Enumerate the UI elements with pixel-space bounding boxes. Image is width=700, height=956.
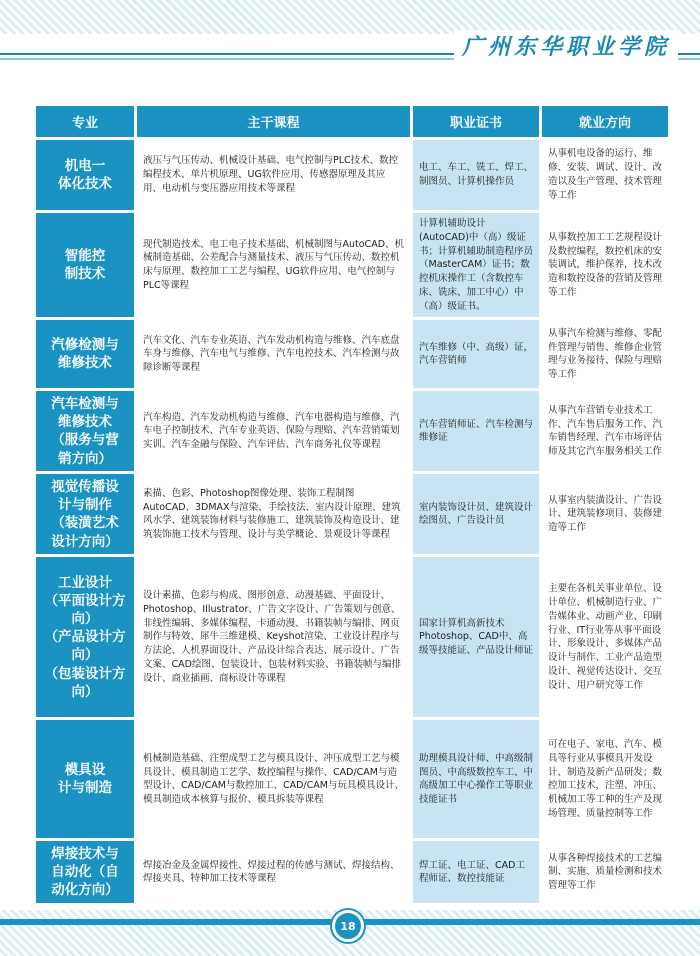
career-cell: 从事各种焊接技术的工艺编制、实施、质量检测和技术管理等工作 — [542, 841, 668, 903]
major-cell: 汽修检测与 维修技术 — [36, 320, 134, 388]
major-cell: 机电一 体化技术 — [36, 140, 134, 210]
career-cell: 从事汽车检测与维修、零配件管理与销售、维修企业管理与业务接待、保险与理赔等工作 — [542, 320, 668, 388]
major-cell: 视觉传播设 计与制作 （装潢艺术 设计方向） — [36, 474, 134, 554]
table-row — [36, 320, 668, 388]
header-cert: 职业证书 — [413, 106, 539, 137]
courses-cell: 设计素描、色彩与构成、图形创意、动漫基础、平面设计、Photoshop、Illustrator、广告文字设计、广告策划与创意、非线性编辑、多媒体编程、卡通动漫、书籍装帧与编排、网页制作与特效、犀牛三维建模、Keyshot渲染、工业设计程序与方法论、人机界面设计、产品设计综合表达、展示设计、广告文案、CAD绘图、包装设计、包装材料实验、书籍装帧与编排设计、商业插画、商标设计等课程 — [137, 557, 410, 717]
career-cell: 从事数控加工工艺规程设计及数控编程，数控机床的安装调试，维护保养，技术改造和数控设备的营销及管理等工作 — [542, 213, 668, 317]
major-cell: 智能控 制技术 — [36, 213, 134, 317]
courses-cell: 现代制造技术、电工电子技术基础、机械制图与AutoCAD、机械制造基础、公差配合与测量技术、液压与气压传动、数控机床与原理、数控加工工艺与编程、UG软件应用、电气控制与PLC等课程 — [137, 213, 410, 317]
major-cell: 工业设计 （平面设计方向） （产品设计方向） （包装设计方向） — [36, 557, 134, 717]
courses-cell: 焊接冶金及金属焊接性、焊接过程的传感与测试、焊接结构、焊接夹具、特种加工技术等课程 — [137, 841, 410, 903]
major-cell: 模具设 计与制造 — [36, 720, 134, 838]
courses-cell: 汽车构造、汽车发动机构造与维修、汽车电器构造与维修、汽车电子控制技术、汽车专业英语、保险与理赔、汽车营销策划实训、汽车金融与保险、汽车评估、汽车商务礼仪等课程 — [137, 391, 410, 471]
cert-cell: 焊工证、电工证、CAD工程师证、数控技能证 — [413, 841, 539, 903]
courses-cell: 素描、色彩、Photoshop图像处理、装饰工程制图AutoCAD、3DMAX与渲染、手绘技法、室内设计原理、建筑风水学、建筑装饰材料与装修施工、建筑装饰及构造设计、建筑装饰施工技术与管理、设计与美学概论、景观设计等课程 — [137, 474, 410, 554]
cert-cell: 计算机辅助设计(AutoCAD)中（高）级证书；计算机辅助制造程序员（MasterCAM）证书；数控机床操作工（含数控车床、铣床、加工中心）中（高）级证书。 — [413, 213, 539, 317]
major-cell: 汽车检测与 维修技术 （服务与营 销方向） — [36, 391, 134, 471]
table-row — [36, 557, 668, 717]
career-cell: 从事汽车营销专业技术工作、汽车售后服务工作、汽车销售经理、汽车市场评估师及其它汽车服务相关工作 — [542, 391, 668, 471]
career-cell: 从事机电设备的运行、维修、安装、调试、设计、改造以及生产管理、技术管理等工作 — [542, 140, 668, 210]
major-cell: 焊接技术与 自动化（自 动化方向） — [36, 841, 134, 903]
courses-cell: 液压与气压传动、机械设计基础、电气控制与PLC技术、数控编程技术、单片机原理、UG软件应用、传感器原理及其应用、电动机与变压器应用技术等课程 — [137, 140, 410, 210]
table-row — [36, 140, 668, 210]
majors-table — [33, 103, 671, 906]
courses-cell: 汽车文化、汽车专业英语、汽车发动机构造与维修、汽车底盘车身与维修、汽车电气与维修、汽车电控技术、汽车检测与故障诊断等课程 — [137, 320, 410, 388]
career-cell: 主要在各机关事业单位、设计单位、机械制造行业、广告媒体业、动画产业、印刷行业、IT行业等从事平面设计、形象设计、多媒体产品设计与制作、工业产品造型设计、视觉传达设计、交互设计、用户研究等工作 — [542, 557, 668, 717]
top-decorative-band — [0, 0, 700, 34]
table-row — [36, 841, 668, 903]
school-name: 广州东华职业学院 — [454, 30, 678, 61]
header-major: 专业 — [36, 106, 134, 137]
cert-cell: 室内装饰设计员、建筑设计绘图员、广告设计员 — [413, 474, 539, 554]
table-row — [36, 391, 668, 471]
header-courses: 主干课程 — [137, 106, 410, 137]
header-career: 就业方向 — [542, 106, 668, 137]
cert-cell: 国家计算机高新技术Photoshop、CAD中、高级等技能证、产品设计师证 — [413, 557, 539, 717]
table-row — [36, 213, 668, 317]
career-cell: 从事室内装潢设计、广告设计、建筑装修项目、装修建造等工作 — [542, 474, 668, 554]
cert-cell: 电工、车工、铣工、焊工、制图员、计算机操作员 — [413, 140, 539, 210]
cert-cell: 助理模具设计师、中高级制图员、中高级数控车工、中高级加工中心操作工等职业技能证书 — [413, 720, 539, 838]
cert-cell: 汽车营销师证、汽车检测与维修证 — [413, 391, 539, 471]
table-row — [36, 720, 668, 838]
table-header-row — [36, 106, 668, 137]
page-number: 18 — [332, 910, 364, 942]
career-cell: 可在电子、家电、汽车、模具等行业从事模具开发设计、制造及新产品研发；数控加工技术，注塑、冲压、机械加工等工种的生产及现场管理、质量控制等工作 — [542, 720, 668, 838]
table-row — [36, 474, 668, 554]
cert-cell: 汽车维修（中、高级）证，汽车营销师 — [413, 320, 539, 388]
courses-cell: 机械制造基础、注塑成型工艺与模具设计、冲压成型工艺与模具设计、模具制造工艺学、数控编程与操作、CAD/CAM与造型设计、CAD/CAM与数控加工、CAD/CAM与玩具模具设计、模具制造成本核算与报价、模具拆装等课程 — [137, 720, 410, 838]
